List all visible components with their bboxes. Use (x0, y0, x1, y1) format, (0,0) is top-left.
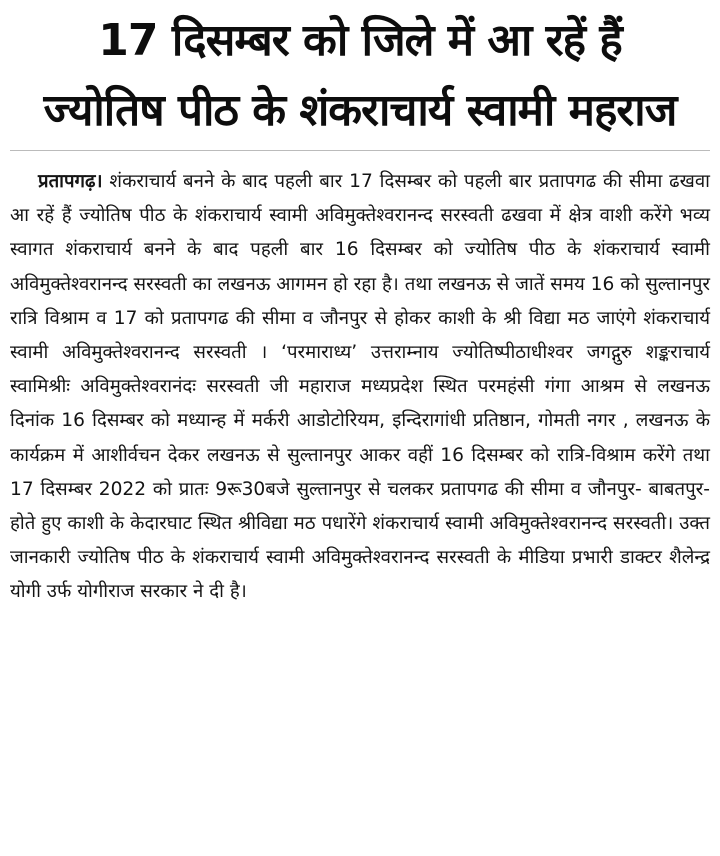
article-body (10, 151, 710, 610)
headline-line-1: 17 दिसम्बर को जिले में आ रहें हैं (98, 15, 622, 66)
article-text: शंकराचार्य बनने के बाद पहली बार 17 दिसम्बर को पहली बार प्रतापगढ की सीमा ढखवा आ रहें हैं ज्योतिष पीठ के शंकराचार्य स्वामी अविमुक्तेश्वरानन्द सरस्वती ढखवा में क्षेत्र वाशी करेंगे भव्य स्वागत शंकराचार्य बनने के बाद पहली बार 16 दिसम्बर को ज्योतिष पीठ के शंकराचार्य स्वामी अविमुक्तेश्वरानन्द सरस्वती का लखनऊ आगमन हो रहा है। तथा लखनऊ से जातें समय 16 को सुल्तानपुर रात्रि विश्राम व 17 को प्रतापगढ की सीमा व जौनपुर से होकर काशी के श्री विद्या मठ जाएंगे शंकराचार्य स्वामी अविमुक्तेश्वरानन्द सरस्वती । ‘परमाराध्य’ उत्तराम्नाय ज्योतिष्पीठाधीश्वर जगद्गुरु शङ्कराचार्य स्वामिश्रीः अविमुक्तेश्वरानंदः सरस्वती जी महाराज मध्यप्रदेश स्थित परमहंसी गंगा आश्रम से लखनऊ दिनांक 16 दिसम्बर को मध्यान्ह में मर्करी आडोटोरियम, इन्दिरागांधी प्रतिष्ठान, गोमती नगर , लखनऊ के कार्यक्रम में आशीर्वचन देकर लखनऊ से सुल्तानपुर आकर वहीं 16 दिसम्बर को रात्रि-विश्राम करेंगे तथा 17 दिसम्बर 2022 को प्रातः 9रू30बजे सुल्तानपुर से चलकर प्रतापगढ की सीमा व जौनपुर- बाबतपुर- होते हुए काशी के केदारघाट स्थित श्रीविद्या मठ पधारेंगे शंकराचार्य स्वामी अविमुक्तेश्वरानन्द सरस्वती। उक्त जानकारी ज्योतिष पीठ के शंकराचार्य स्वामी अविमुक्तेश्वरानन्द सरस्वती के मीडिया प्रभारी डाक्टर शैलेन्द्र (10, 171, 710, 569)
dateline: प्रतापगढ़। (38, 171, 103, 192)
article-closing-line: योगी उर्फ योगीराज सरकार ने दी है। (10, 581, 247, 603)
headline-line-2: ज्योतिष पीठ के शंकराचार्य स्वामी महराज (43, 85, 677, 136)
headline (10, 6, 710, 146)
